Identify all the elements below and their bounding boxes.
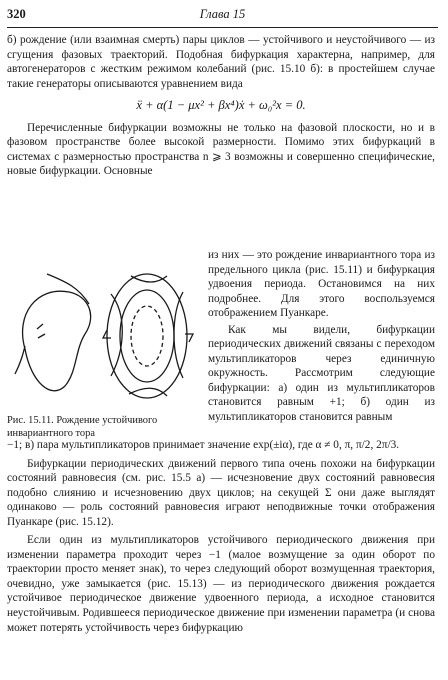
paragraph-multipliers-cont: −1; в) пара мультипликаторов принимает значение exp(±iα), где α ≠ 0, π, π/2, 2π/3. <box>7 439 400 451</box>
header-rule <box>7 27 438 28</box>
page-number: 320 <box>7 7 26 21</box>
torus-middle <box>120 290 174 382</box>
paragraph-period-doubling: Если один из мультипликаторов устойчивого периодического движения при изменении параметра проходит через −1 (малое возмущение за один оборот по траектории просто меняет знак), то через следующий оборот возмущенная траектория, очевидно, уже замыкается (рис. 15.13) — из периодического движения рождается устойчивое периодическое движение удвоенного периода, а исходное становится неустойчивым. Родившееся периодическое движение при изменении параметра (и снова может потерять устойчивость через бифуркацию <box>7 534 435 634</box>
torus-outer <box>107 274 187 398</box>
torus-diagram <box>103 274 193 398</box>
body-text-bottom <box>7 438 435 635</box>
page-header <box>7 7 438 25</box>
torus-winding-top <box>131 276 167 282</box>
arrow-marks <box>37 324 45 338</box>
body-text-top <box>7 33 435 179</box>
paragraph-first-type: Бифуркации периодических движений первого типа очень похожи на бифуркации состояний равновесия (см. рис. 15.5 а) — исчезновение двух состояний равновесия подобно слиянию и исчезновению двух циклов; на секущей Σ они даже выглядят одинаково — роль состояний равновесия играют неподвижные точки отображения Пуанкаре (рис. 15.12). <box>7 457 435 528</box>
trajectory-outer <box>47 274 89 304</box>
paragraph-multipliers: Как мы видели, бифуркации периодических движений связаны с переходом мультипликаторов через единичную окружность. Рассмотрим следующие бифуркации: а) один из мультипликаторов становится равным +1; б) один из мультипликаторов становится равным <box>208 323 435 424</box>
figure-torus-birth <box>7 254 197 409</box>
limit-cycle-curve <box>23 291 91 391</box>
running-head: Глава 15 <box>199 7 246 21</box>
figure-caption: Рис. 15.11. Рождение устойчивого инвариантного тора <box>7 415 158 440</box>
arrow-head-right <box>185 334 193 342</box>
torus-inner-dashed <box>131 306 163 366</box>
trajectory-left <box>15 346 25 374</box>
limit-cycle-diagram <box>15 274 91 391</box>
paragraph-higher-dimensions: Перечисленные бифуркации возможны не только на фазовой плоскости, но и в фазовом пространстве более высокой размерности. Помимо этих бифуркаций в системах с размерностью пространства n ⩾ 3 возможны и совершенно специфические, новые бифуркации. Основные <box>7 121 435 178</box>
paragraph-torus-birth: из них — это рождение инвариантного тора из предельного цикла (рис. 15.11) и бифуркация удвоения периода. Остановимся на них подробнее. Для этого воспользуемся отображением Пуанкаре. <box>208 249 435 320</box>
equation: ẍ + α(1 − μx² + βx⁴)ẋ + ω₀²x = 0. <box>136 98 306 113</box>
wrapped-text <box>208 248 435 425</box>
paragraph-bifurcation-b: б) рождение (или взаимная смерть) пары циклов — устойчивого и неустойчивого — из сгущения фазовых траекторий. Подобная бифуркация характерна, например, для автогенераторов с жестким режимом колебаний (рис. 15.10 б): в простейшем случае такие генераторы описываются уравнением вида <box>7 34 435 90</box>
